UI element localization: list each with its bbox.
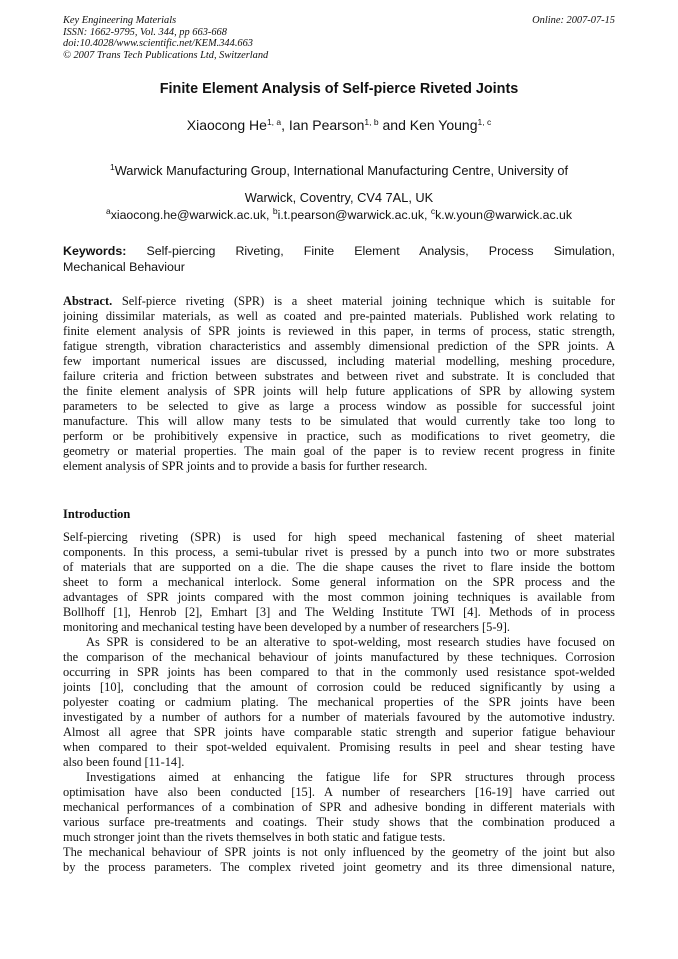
body-line: Almost all agree that SPR joints have comparable static strength and superior fatigue behaviour: [63, 725, 615, 739]
body-line: mechanical performances of a combination of SPR and adhesive bonding in different materials with: [63, 800, 615, 814]
introduction-body: [63, 530, 615, 875]
body-line: much stronger joint than the rivets themselves in both static and fatigue tests.: [63, 830, 446, 844]
body-line: components. In this process, a semi-tubular rivet is pressed by a punch into two or more substrates: [63, 545, 615, 559]
body-line: Investigations aimed at enhancing the fatigue life for SPR structures through process: [86, 770, 615, 784]
abstract-label: Abstract.: [63, 294, 113, 308]
paper-title: Finite Element Analysis of Self-pierce Riveted Joints: [159, 81, 519, 97]
email-link[interactable]: xiaocong.he@warwick.ac.uk,: [110, 208, 273, 222]
body-line: monitoring and mechanical testing have been developed by a number of researchers [5-9].: [63, 620, 510, 634]
body-line: of materials that are supported on a die. The die shape causes the rivet to flare inside the bottom: [63, 560, 615, 574]
body-line: polyester coating or cadmium plating. The mechanical properties of the SPR joints have been: [63, 695, 615, 709]
abstract-line: finite element analysis of SPR joints is reviewed in this paper, in terms of process, static strength,: [63, 324, 615, 338]
author-emails: [63, 207, 615, 224]
author-separator: and: [378, 117, 410, 133]
copyright-line: © 2007 Trans Tech Publications Ltd, Switzerland: [63, 49, 269, 61]
online-date: Online: 2007-07-15: [532, 15, 615, 26]
body-line: joints [10], concluding that the amount of corrosion could be reduced significantly by using a: [63, 680, 615, 694]
abstract-line: element analysis of SPR joints and to provide a basis for further research.: [63, 459, 428, 473]
keywords-line: Mechanical Behaviour: [63, 260, 185, 274]
email-link[interactable]: i.t.pearson@warwick.ac.uk,: [277, 208, 431, 222]
email-link[interactable]: k.w.youn@warwick.ac.uk: [435, 208, 573, 222]
abstract-line: perform or be prohibitively expensive in practice, such as modifications to rivet geometry, die: [63, 429, 615, 443]
journal-name: Key Engineering Materials: [63, 15, 177, 26]
body-line: optimisation have also been conducted [15]. A number of researchers [16-19] have carried out: [63, 785, 615, 799]
body-line: when compared to their spot-welded equivalent. Promising results in peel and shear testing have: [63, 740, 615, 754]
author-affiliation-mark: 1, b: [364, 117, 379, 127]
abstract-line: few important numerical issues are discussed, including material modelling, meshing procedure,: [63, 354, 615, 368]
issn-line: ISSN: 1662-9795, Vol. 344, pp 663-668: [63, 26, 227, 38]
body-line: advantages of SPR joints compared with the most common joining techniques is available from: [63, 590, 615, 604]
journal-header: [63, 15, 268, 61]
affiliation-line: Warwick, Coventry, CV4 7AL, UK: [244, 190, 434, 205]
author-name: Ken Young: [409, 117, 478, 133]
keywords-block: [63, 243, 615, 275]
body-line: The mechanical behaviour of SPR joints is not only influenced by the geometry of the joint but also: [63, 845, 615, 859]
abstract-line: parameters to be selected to give as large a process window as possible for successful joint: [63, 399, 615, 413]
body-line: occurring in SPR joints has been compared to that in the commonly used resistance spot-welded: [63, 665, 615, 679]
author-affiliation-mark: 1, c: [477, 117, 492, 127]
email-mark: a: [105, 206, 111, 216]
body-line: also been found [11-14].: [63, 755, 185, 769]
abstract-line: failure criteria and friction between substrates and between rivet and substrate. It is concluded that: [63, 369, 615, 383]
body-line: various surface pre-treatments and coatings. Their study shows that the combination produced a: [63, 815, 615, 829]
affiliation-mark: 1: [109, 162, 115, 172]
body-line: investigated by a number of authors for a number of materials favoured by the automotive industry.: [63, 710, 615, 724]
affiliation-line: $^1$Warwick Manufacturing Group, International Manufacturing Centre, University of: [109, 162, 569, 178]
body-line: Bollhoff [1], Henrob [2], Emhart [3] and The Welding Institute TWI [4]. Methods of in process: [63, 605, 615, 619]
keywords-label: Keywords:: [63, 244, 127, 258]
author-name: Xiaocong He: [186, 117, 267, 133]
body-line: the comparison of the mechanical behaviour of joints manufactured by these techniques. Corrosion: [63, 650, 615, 664]
author-name: Ian Pearson: [288, 117, 365, 133]
abstract-line: joining dissimilar materials, as well as coated and pre-painted materials. Published work relating to: [63, 309, 615, 323]
abstract-line: fatigue strength, vibration characteristics and assembly dimensional prediction of the SPR joints. A: [63, 339, 615, 353]
body-line: Self-piercing riveting (SPR) is used for high speed mechanical fastening of sheet material: [63, 530, 615, 544]
author-separator: ,: [281, 117, 289, 133]
email-mark: c: [430, 206, 436, 216]
abstract-line: geometry or material properties. The main goal of the paper is to review recent progress in finite: [63, 444, 615, 458]
author-affiliation-mark: 1, a: [266, 117, 282, 127]
body-line: by the process parameters. The complex riveted joint geometry and its three dimensional nature,: [63, 860, 615, 874]
abstract: [63, 294, 615, 474]
keywords-line: Keywords: Self-piercing Riveting, Finite Element Analysis, Process Simulation,: [63, 244, 615, 258]
section-heading-introduction: Introduction: [63, 507, 131, 521]
affiliation: [63, 158, 615, 211]
abstract-line: Abstract. Self-pierce riveting (SPR) is a sheet material joining technique which is suitable for: [63, 294, 615, 308]
doi-line: doi:10.4028/www.scientific.net/KEM.344.663: [63, 38, 253, 50]
body-line: As SPR is considered to be an alterative to spot-welding, most research studies have focused on: [86, 635, 615, 649]
body-line: sheet to form a mechanical interlock. Some general information on the SPR process and the: [63, 575, 615, 589]
abstract-line: manufacture. This will allow many tests to be simulated that would currently take too long to: [63, 414, 615, 428]
author-list: [63, 116, 615, 136]
abstract-line: the finite element analysis of SPR joints will help future applications of SPR by allowing system: [63, 384, 615, 398]
email-mark: b: [272, 206, 278, 216]
